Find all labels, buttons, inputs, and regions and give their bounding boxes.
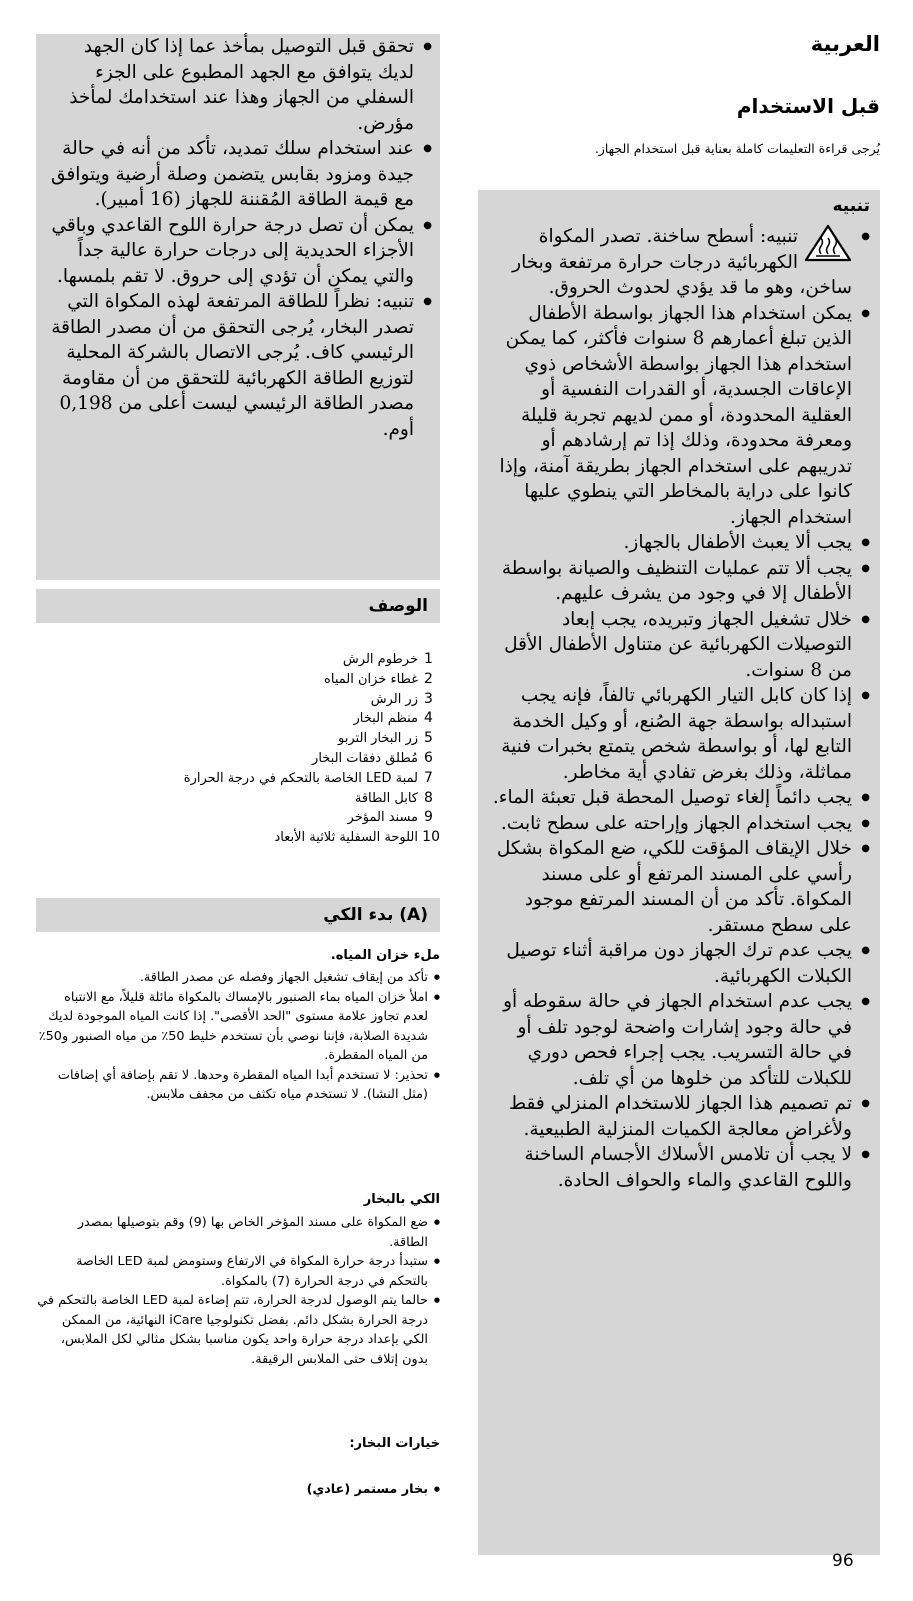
description-item: 5 زر البخار التربو xyxy=(338,730,433,747)
warning-item: ● تم تصميم هذا الجهاز للاستخدام المنزلي فقط ولأغراض معالجة الكميات المنزلية الطبيعية. xyxy=(490,1091,870,1142)
warning-item: ● خلال الإيقاف المؤقت للكي، ضع المكواة بشكل رأسي على المسند المرتفع أو على مسند المكواة. تأكد من أن المسند المرتفع موجود على سطح مستقر. xyxy=(490,836,870,938)
steam-options-list xyxy=(36,1480,440,1500)
warning-title: تنبيه xyxy=(832,196,870,216)
warning-item: ● يجب دائماً إلغاء توصيل المحطة قبل تعبئة الماء. xyxy=(490,785,870,811)
steam-ironing-title: الكي بالبخار xyxy=(363,1192,440,1207)
description-item: 2 غطاء خزان المياه xyxy=(324,670,433,687)
section-heading-before-use: قبل الاستخدام xyxy=(736,94,880,118)
fill-tank-item: ● تأكد من إيقاف تشغيل الجهاز وفصله عن مصدر الطاقة. xyxy=(36,968,440,988)
safety-list xyxy=(46,34,432,442)
fill-tank-list xyxy=(36,968,440,1105)
warning-item: ● يجب ألا تتم عمليات التنظيف والصيانة بواسطة الأطفال إلا في وجود من يشرف عليهم. xyxy=(490,556,870,607)
page-number: 96 xyxy=(832,1551,854,1571)
warning-item: ● خلال تشغيل الجهاز وتبريده، يجب إبعاد التوصيلات الكهربائية عن متناول الأطفال الأقل من 8 سنوات. xyxy=(490,607,870,684)
steam-option-item: ● بخار مستمر (عادي) xyxy=(36,1480,440,1500)
steam-ironing-list xyxy=(36,1213,440,1369)
fill-tank-item: ● تحذير: لا تستخدم أبدا المياه المقطرة وحدها. لا تقم بإضافة أي إضافات (مثل النشا). لا تستخدم مياه تكثف من مجفف ملابس. xyxy=(36,1066,440,1105)
description-item: 8 كابل الطاقة xyxy=(354,789,433,806)
description-item: 3 زر الرش xyxy=(370,690,433,707)
description-heading: الوصف xyxy=(36,589,440,623)
warning-list xyxy=(490,224,870,1193)
description-list xyxy=(184,650,440,848)
description-item: 4 منظم البخار xyxy=(353,710,433,727)
warning-box xyxy=(478,190,880,1555)
description-item: 6 مُطلق دفقات البخار xyxy=(312,749,433,766)
safety-item: ● تنبيه: نظراً للطاقة المرتفعة لهذه المكواة التي تصدر البخار، يُرجى التحقق من أن مصدر الطاقة الرئيسي كاف. يُرجى الاتصال بالشركة المحلية لتوزيع الطاقة الكهربائية للتحقق من أن مقاومة مصدر الطاقة الرئيسي ليست أعلى من 0,198 أوم. xyxy=(46,289,432,442)
warning-item: ● إذا كان كابل التيار الكهربائي تالفاً، فإنه يجب استبداله بواسطة جهة الصُنع، أو وكيل الخدمة التابع لها، أو بواسطة شخص يتمتع بخبرات فنية مماثلة، وذلك بغرض تفادي أية مخاطر. xyxy=(490,683,870,785)
warning-item: ● يجب عدم استخدام الجهاز في حالة سقوطه أو في حالة وجود إشارات واضحة لوجود تلف أو في حالة التسريب. يجب إجراء فحص دوري للكبلات للتأكد من خلوها من أي تلف. xyxy=(490,989,870,1091)
steam-options-title: خيارات البخار: xyxy=(349,1436,440,1451)
safety-continued-box xyxy=(36,34,440,580)
hot-surface-icon xyxy=(804,224,852,262)
safety-item: ● عند استخدام سلك تمديد، تأكد من أنه في حالة جيدة ومزود بقابس يتضمن وصلة أرضية ويتوافق مع قيمة الطاقة المُقننة للجهاز (16 أمبير). xyxy=(46,136,432,213)
description-item: 1 خرطوم الرش xyxy=(342,651,433,667)
warning-item: ● يمكن استخدام هذا الجهاز بواسطة الأطفال الذين تبلغ أعمارهم 8 سنوات فأكثر، كما يمكن استخدام هذا الجهاز بواسطة الأشخاص ذوي الإعاقات الجسدية، أو القدرات النفسية أو العقلية المحدودة، أو ممن لديهم تجربة قليلة ومعرفة محدودة، وذلك إذا تم إرشادهم أو تدريبهم على استخدام الجهاز بطريقة آمنة، وإذا كانوا على دراية بالمخاطر التي ينطوي عليها استخدام الجهاز. xyxy=(490,301,870,531)
start-ironing-heading: (A) بدء الكي xyxy=(36,898,440,932)
safety-item: ● تحقق قبل التوصيل بمأخذ عما إذا كان الجهد لديك يتوافق مع الجهد المطبوع على الجزء السفلي من الجهاز وهذا عند استخدامك لمأخذ مؤرض. xyxy=(46,34,432,136)
fill-tank-item: ● املأ خزان المياه بماء الصنبور بالإمساك بالمكواة مائلة قليلاً، مع الانتباه لعدم تجاوز علامة مستوى "الحد الأقصى". إذا كانت المياه الموجودة لديك شديدة الصلابة، فإننا نوصي بأن تستخدم خليط 50٪ من مياه الصنبور و50٪ من المياه المقطرة. xyxy=(36,988,440,1066)
warning-item: ● يجب ألا يعبث الأطفال بالجهاز. xyxy=(490,530,870,556)
language-heading: العربية xyxy=(810,32,880,56)
description-item: 9 مسند المؤخر xyxy=(347,809,433,826)
warning-item: ● تنبيه: أسطح ساخنة. تصدر المكواة الكهربائية درجات حرارة مرتفعة وبخار ساخن، وهو ما قد يؤدي لحدوث الحروق. xyxy=(490,224,870,301)
warning-item: ● يجب عدم ترك الجهاز دون مراقبة أثناء توصيل الكبلات الكهربائية. xyxy=(490,938,870,989)
safety-item: ● يمكن أن تصل درجة حرارة اللوح القاعدي وباقي الأجزاء الحديدية إلى درجات حرارة عالية جداً والتي يمكن أن تؤدي إلى حروق. لا تقم بلمسها. xyxy=(46,213,432,290)
fill-tank-title: ملء خزان المياه. xyxy=(330,948,440,963)
warning-item: ● يجب استخدام الجهاز وإراحته على سطح ثابت. xyxy=(490,811,870,837)
intro-text: يُرجى قراءة التعليمات كاملة بعناية قبل استخدام الجهاز. xyxy=(594,141,880,156)
description-item: 7 لمبة LED الخاصة بالتحكم في درجة الحرارة xyxy=(183,769,433,786)
description-item: 10 اللوحة السفلية ثلاثية الأبعاد xyxy=(274,829,440,846)
steam-ironing-item: ● حالما يتم الوصول لدرجة الحرارة، تتم إضاءة لمبة LED الخاصة بالتحكم في درجة الحرارة بشكل دائم. بفضل تكنولوجيا iCare النهائية، من الممكن الكي بإعداد درجة حرارة واحد يكون مناسبا بشكل مثالي لكل الملابس، بدون إتلاف حتى الملابس الرقيقة. xyxy=(36,1291,440,1369)
steam-ironing-item: ● ضع المكواة على مسند المؤخر الخاص بها (9) وقم بتوصيلها بمصدر الطاقة. xyxy=(36,1213,440,1252)
steam-ironing-item: ● ستبدأ درجة حرارة المكواة في الارتفاع وستومض لمبة LED الخاصة بالتحكم في درجة الحرارة (7) بالمكواة. xyxy=(36,1252,440,1291)
warning-item: ● لا يجب أن تلامس الأسلاك الأجسام الساخنة واللوح القاعدي والماء والحواف الحادة. xyxy=(490,1142,870,1193)
